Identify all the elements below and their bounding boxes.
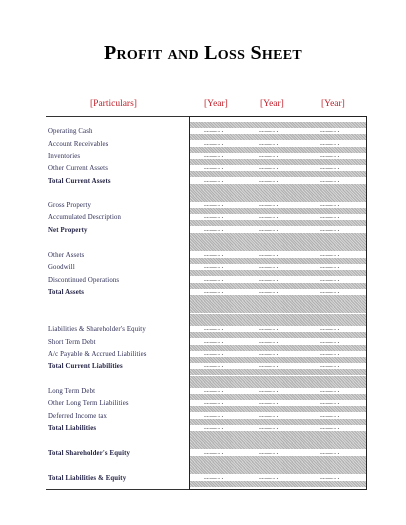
header-year-1: [Year] — [204, 99, 228, 109]
value-cell-year-3[interactable]: ………….. — [320, 140, 340, 147]
row-label: Total Shareholder's Equity — [48, 450, 131, 457]
value-cell-year-2[interactable]: ………….. — [259, 201, 279, 208]
row-label: Other Assets — [48, 252, 85, 259]
row-label: Net Property — [48, 227, 88, 234]
row-label: Inventories — [48, 153, 81, 160]
value-cell-year-2[interactable]: ………….. — [259, 474, 279, 481]
row-label: Goodwill — [48, 264, 75, 271]
value-cell-year-2[interactable]: ………….. — [259, 164, 279, 171]
value-cell-year-1[interactable]: ………….. — [204, 177, 224, 184]
value-cell-year-2[interactable]: ………….. — [259, 226, 279, 233]
value-cell-year-1[interactable]: ………….. — [204, 350, 224, 357]
row-label: Total Liabilities & Equity — [48, 475, 127, 482]
value-cell-year-3[interactable]: ………….. — [320, 164, 340, 171]
value-cell-year-2[interactable]: ………….. — [259, 338, 279, 345]
value-cell-year-3[interactable]: ………….. — [320, 399, 340, 406]
value-cell-year-3[interactable]: ………….. — [320, 213, 340, 220]
header-divider — [46, 116, 190, 117]
value-cell-year-1[interactable]: ………….. — [204, 338, 224, 345]
value-cell-year-2[interactable]: ………….. — [259, 288, 279, 295]
value-cell-year-3[interactable]: ………….. — [320, 474, 340, 481]
value-cell-year-3[interactable]: ………….. — [320, 424, 340, 431]
value-cell-year-3[interactable]: ………….. — [320, 325, 340, 332]
value-cell-year-2[interactable]: ………….. — [259, 276, 279, 283]
value-cell-year-3[interactable]: ………….. — [320, 387, 340, 394]
value-cell-year-1[interactable]: ………….. — [204, 263, 224, 270]
row-label: Account Receivables — [48, 141, 109, 148]
row-label: Total Current Assets — [48, 178, 111, 185]
header-particulars: [Particulars] — [90, 99, 137, 109]
value-cell-year-3[interactable]: ………….. — [320, 362, 340, 369]
value-cell-year-2[interactable]: ………….. — [259, 325, 279, 332]
value-cell-year-1[interactable]: ………….. — [204, 399, 224, 406]
header-year-3: [Year] — [321, 99, 345, 109]
value-cell-year-1[interactable]: ………….. — [204, 288, 224, 295]
value-cell-year-2[interactable]: ………….. — [259, 152, 279, 159]
value-cell-year-3[interactable]: ………….. — [320, 177, 340, 184]
value-cell-year-2[interactable]: ………….. — [259, 350, 279, 357]
row-label: Operating Cash — [48, 128, 93, 135]
value-cell-year-1[interactable]: ………….. — [204, 276, 224, 283]
header-year-2: [Year] — [260, 99, 284, 109]
value-cell-year-1[interactable]: ………….. — [204, 213, 224, 220]
row-label: Liabilities & Shareholder's Equity — [48, 326, 146, 333]
value-cell-year-1[interactable]: ………….. — [204, 226, 224, 233]
value-cell-year-1[interactable]: ………….. — [204, 201, 224, 208]
value-cell-year-2[interactable]: ………….. — [259, 140, 279, 147]
value-cell-year-3[interactable]: ………….. — [320, 251, 340, 258]
value-cell-year-1[interactable]: ………….. — [204, 362, 224, 369]
value-cell-year-2[interactable]: ………….. — [259, 387, 279, 394]
value-cell-year-1[interactable]: ………….. — [204, 325, 224, 332]
value-cell-year-3[interactable]: ………….. — [320, 412, 340, 419]
value-cell-year-3[interactable]: ………….. — [320, 288, 340, 295]
row-label: Long Term Debt — [48, 388, 96, 395]
row-label: Gross Property — [48, 202, 92, 209]
value-cell-year-2[interactable]: ………….. — [259, 251, 279, 258]
value-cell-year-3[interactable]: ………….. — [320, 263, 340, 270]
row-label: Discontinued Operations — [48, 277, 120, 284]
value-cell-year-2[interactable]: ………….. — [259, 424, 279, 431]
value-cell-year-1[interactable]: ………….. — [204, 387, 224, 394]
value-cell-year-2[interactable]: ………….. — [259, 127, 279, 134]
value-cell-year-1[interactable]: ………….. — [204, 449, 224, 456]
row-stripe — [190, 307, 366, 313]
value-cell-year-3[interactable]: ………….. — [320, 350, 340, 357]
value-cell-year-1[interactable]: ………….. — [204, 412, 224, 419]
row-label: Total Assets — [48, 289, 85, 296]
value-cell-year-2[interactable]: ………….. — [259, 362, 279, 369]
value-cell-year-3[interactable]: ………….. — [320, 226, 340, 233]
row-label: Total Current Liabilities — [48, 363, 123, 370]
value-cell-year-1[interactable]: ………….. — [204, 127, 224, 134]
value-cell-year-3[interactable]: ………….. — [320, 127, 340, 134]
value-cell-year-3[interactable]: ………….. — [320, 152, 340, 159]
row-stripe — [190, 481, 366, 487]
footer-divider — [46, 489, 190, 490]
value-cell-year-3[interactable]: ………….. — [320, 201, 340, 208]
value-cell-year-1[interactable]: ………….. — [204, 140, 224, 147]
value-cell-year-1[interactable]: ………….. — [204, 424, 224, 431]
value-cell-year-3[interactable]: ………….. — [320, 338, 340, 345]
value-cell-year-2[interactable]: ………….. — [259, 213, 279, 220]
value-cell-year-3[interactable]: ………….. — [320, 449, 340, 456]
row-stripe — [190, 369, 366, 375]
row-label: Other Current Assets — [48, 165, 109, 172]
value-cell-year-1[interactable]: ………….. — [204, 251, 224, 258]
page-title: Profit and Loss Sheet — [103, 42, 302, 64]
row-label: Other Long Term Liabilities — [48, 400, 129, 407]
value-cell-year-2[interactable]: ………….. — [259, 177, 279, 184]
value-cell-year-2[interactable]: ………….. — [259, 449, 279, 456]
row-label: Accumulated Description — [48, 214, 122, 221]
value-cell-year-2[interactable]: ………….. — [259, 263, 279, 270]
value-cell-year-1[interactable]: ………….. — [204, 152, 224, 159]
value-cell-year-2[interactable]: ………….. — [259, 412, 279, 419]
row-label: A/c Payable & Accrued Liabilities — [48, 351, 147, 358]
row-label: Short Term Debt — [48, 339, 96, 346]
row-label: Deferred Income tax — [48, 413, 108, 420]
value-cell-year-1[interactable]: ………….. — [204, 164, 224, 171]
value-cell-year-3[interactable]: ………….. — [320, 276, 340, 283]
value-cell-year-1[interactable]: ………….. — [204, 474, 224, 481]
value-cell-year-2[interactable]: ………….. — [259, 399, 279, 406]
row-label: Total Liabilities — [48, 425, 97, 432]
